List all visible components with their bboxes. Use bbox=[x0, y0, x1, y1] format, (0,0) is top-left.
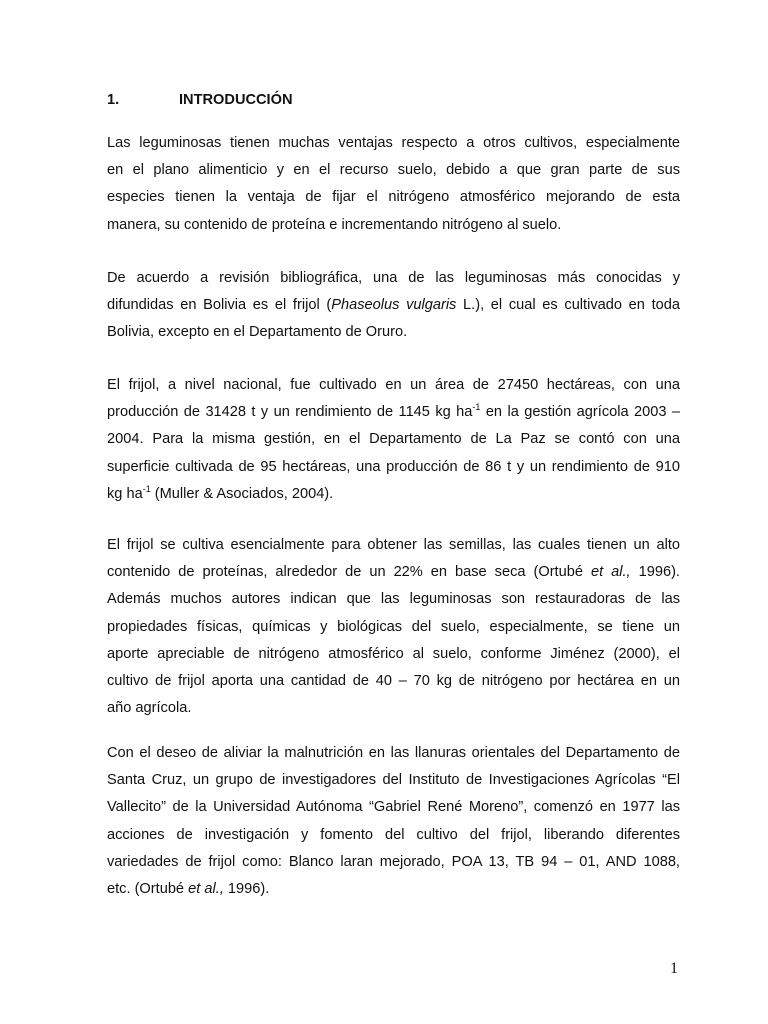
superscript: -1 bbox=[142, 483, 151, 494]
superscript: -1 bbox=[472, 402, 481, 413]
p3-line-5: kg $ha^{-1}$ (Muller & Asociados, 2004). bbox=[107, 483, 334, 502]
p1-line-1: Las leguminosas tienen muchas ventajas respecto a otros cultivos, especialmente bbox=[107, 135, 680, 151]
p3-line-2: producción de 31428 t y un rendimiento de 1145 kg $ha^{-1}$ en la gestión agrícola 2003 – bbox=[107, 402, 681, 421]
p3-line-4: superficie cultivada de 95 hectáreas, una producción de 86 t y un rendimiento de 910 bbox=[107, 458, 680, 475]
p4-line-1: El frijol se cultiva esencialmente para obtener las semillas, las cuales tienen un alto bbox=[107, 537, 680, 553]
paragraph-5 bbox=[107, 740, 680, 903]
section-title: INTRODUCCIÓN bbox=[179, 92, 293, 108]
p4-line-6: cultivo de frijol aporta una cantidad de 40 – 70 kg de nitrógeno por hectárea en un bbox=[107, 673, 680, 690]
p2-line-3: Bolivia, excepto en el Departamento de Oruro. bbox=[107, 324, 408, 341]
p5-line-1: Con el deseo de aliviar la malnutrición en las llanuras orientales del Departamento de bbox=[107, 745, 680, 761]
paragraph-2 bbox=[107, 265, 680, 347]
p4-line-4: propiedades físicas, químicas y biológicas del suelo, especialmente, se tiene un bbox=[107, 618, 680, 635]
paragraph-4 bbox=[107, 532, 680, 722]
species-name: Phaseolus vulgaris bbox=[331, 297, 457, 314]
p1-line-4: manera, su contenido de proteína e incrementando nitrógeno al suelo. bbox=[107, 216, 562, 233]
p3-line-3: 2004. Para la misma gestión, en el Departamento de La Paz se contó con una bbox=[107, 431, 680, 448]
p2-line-2: difundidas en Bolivia es el frijol (Phaseolus vulgaris L.), el cual es cultivado en toda bbox=[107, 297, 680, 314]
page-number: 1 bbox=[670, 960, 678, 977]
section-heading bbox=[107, 91, 293, 109]
section-number: 1. bbox=[107, 92, 120, 108]
et-al: et al., bbox=[188, 881, 224, 898]
p1-line-3: especies tienen la ventaja de fijar el nitrógeno atmosférico mejorando de esta bbox=[107, 189, 680, 206]
p5-line-4: acciones de investigación y fomento del cultivo del frijol, liberando diferentes bbox=[107, 826, 680, 843]
p5-line-2: Santa Cruz, un grupo de investigadores del Instituto de Investigaciones Agrícolas “El bbox=[107, 772, 680, 789]
p4-line-7: año agrícola. bbox=[107, 700, 192, 717]
p2-line-1: De acuerdo a revisión bibliográfica, una de las leguminosas más conocidas y bbox=[107, 270, 680, 286]
p3-line-1: El frijol, a nivel nacional, fue cultivado en un área de 27450 hectáreas, con una bbox=[107, 377, 680, 393]
p4-line-5: aporte apreciable de nitrógeno atmosférico al suelo, conforme Jiménez (2000), el bbox=[107, 645, 680, 662]
p5-line-5: variedades de frijol como: Blanco laran mejorado, POA 13, TB 94 – 01, AND 1088, bbox=[107, 853, 680, 870]
paragraph-3 bbox=[107, 372, 680, 508]
paragraph-1 bbox=[107, 130, 680, 239]
p1-line-2: en el plano alimenticio y en el recurso suelo, debido a que gran parte de sus bbox=[107, 162, 680, 179]
p4-line-3: Además muchos autores indican que las leguminosas son restauradoras de las bbox=[107, 591, 680, 608]
p5-line-6: etc. (Ortubé et al., 1996). bbox=[107, 881, 270, 898]
et-al: et al., bbox=[590, 564, 631, 581]
p4-line-2: contenido de proteínas, alrededor de un 22% en base seca (Ortubé et al., 1996). bbox=[107, 564, 680, 581]
p5-line-3: Vallecito” de la Universidad Autónoma “Gabriel René Moreno”, comenzó en 1977 las bbox=[107, 799, 680, 816]
